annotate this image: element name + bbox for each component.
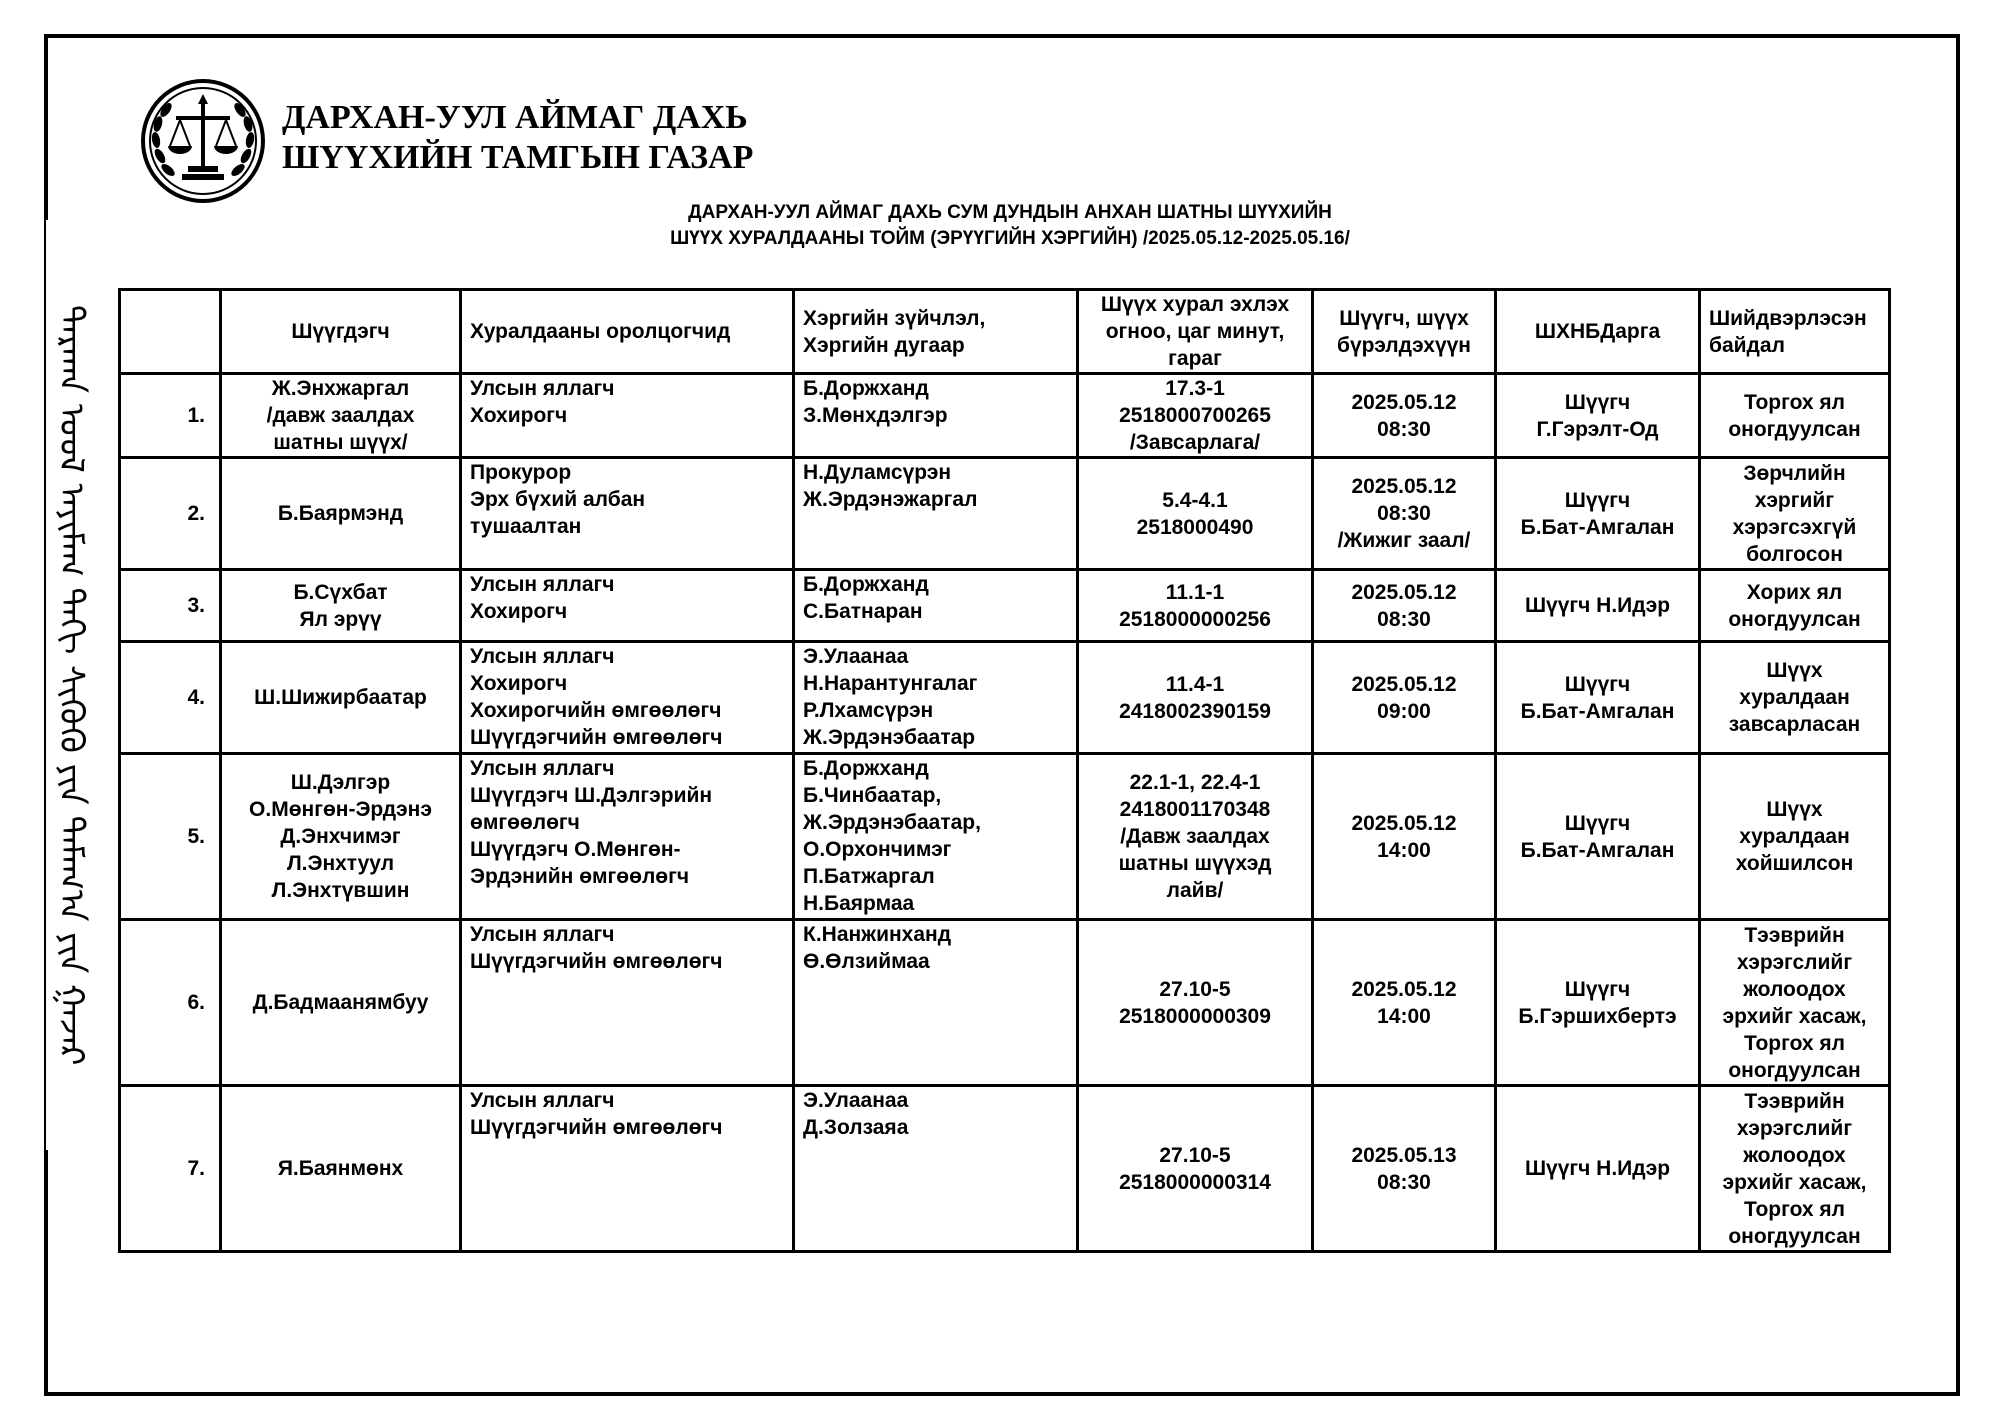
cell-article-line: 2518000000256 <box>1119 607 1271 631</box>
cell-judge-line: Шүүгч Н.Идэр <box>1524 1157 1671 1180</box>
cell-case-parties <box>794 920 1078 1086</box>
cell-article-line: 27.10-5 <box>1159 977 1231 1001</box>
cell-judge-line: Шүүгч <box>1564 488 1631 512</box>
cell-datetime-line: 08:30 <box>1377 607 1431 631</box>
cell-datetime <box>1313 754 1496 920</box>
cell-article-line: 27.10-5 <box>1159 1143 1231 1167</box>
cell-article-line: 2418002390159 <box>1119 699 1271 723</box>
cell-participants-line: Хохирогч <box>470 672 568 695</box>
cell-number: 4. <box>120 642 221 754</box>
cell-number: 5. <box>120 754 221 920</box>
cell-result-line: оногдуулсан <box>1728 607 1861 631</box>
cell-number: 2. <box>120 458 221 570</box>
cell-datetime <box>1313 642 1496 754</box>
cell-result-line: Тээврийн <box>1744 923 1845 947</box>
cell-case-parties-line: Э.Улаанаа <box>803 1089 909 1112</box>
cell-participants-line: Хохирогч <box>470 404 568 427</box>
cell-article-line: 5.4-4.1 <box>1162 488 1228 512</box>
cell-case-parties <box>794 374 1078 458</box>
column-header-case: Хэргийн зүйчлэл, Хэргийн дугаар <box>794 290 1078 374</box>
cell-defendant-line: Я.Баянмөнх <box>277 1157 404 1180</box>
organization-title <box>282 98 753 178</box>
cell-case-parties <box>794 458 1078 570</box>
cell-participants-line: Эрдэнийн өмгөөлөгч <box>470 865 690 888</box>
cell-defendant-line: Б.Баярмэнд <box>277 502 404 525</box>
cell-result <box>1700 1086 1890 1252</box>
cell-datetime-line: 09:00 <box>1377 699 1431 723</box>
cell-case-parties-line: Ж.Эрдэнэбаатар, <box>803 811 981 834</box>
cell-datetime-line: 2025.05.12 <box>1351 390 1457 414</box>
cell-participants-line: Шүүгдэгчийн өмгөөлөгч <box>470 726 723 749</box>
org-line-2: ШҮҮХИЙН ТАМГЫН ГАЗАР <box>282 139 754 176</box>
cell-judge-line: Б.Бат-Амгалан <box>1520 699 1675 723</box>
cell-datetime-line: 2025.05.12 <box>1351 811 1457 835</box>
cell-result-line: хэргийг <box>1754 488 1835 512</box>
table-row <box>120 374 1890 458</box>
cell-defendant-line: Д.Бадмаанямбуу <box>252 991 429 1014</box>
cell-article-line: 22.1-1, 22.4-1 <box>1129 771 1261 794</box>
cell-case-parties-line: З.Мөнхдэлгэр <box>803 404 948 427</box>
cell-result-line: оногдуулсан <box>1728 1058 1861 1082</box>
table-row <box>120 458 1890 570</box>
cell-participants-line: Улсын яллагч <box>470 573 615 596</box>
cell-defendant-line: Ж.Энхжаргал <box>271 377 410 400</box>
cell-result-line: оногдуулсан <box>1728 417 1861 441</box>
cell-participants-line: Улсын яллагч <box>470 757 615 780</box>
cell-participants-line: Шүүгдэгч Ш.Дэлгэрийн <box>470 784 713 807</box>
cell-defendant <box>221 374 461 458</box>
cell-judge <box>1496 754 1700 920</box>
cell-result-line: оногдуулсан <box>1728 1224 1861 1248</box>
cell-judge <box>1496 1086 1700 1252</box>
cell-judge <box>1496 920 1700 1086</box>
cell-result <box>1700 458 1890 570</box>
cell-defendant <box>221 642 461 754</box>
column-header-judge-panel: Шүүгч, шүүх бүрэлдэхүүн <box>1313 290 1496 374</box>
cell-result-line: болгосон <box>1746 542 1843 566</box>
cell-defendant <box>221 754 461 920</box>
cell-result-line: эрхийг хасаж, <box>1722 1004 1867 1028</box>
table-row <box>120 570 1890 642</box>
table-row <box>120 1086 1890 1252</box>
cell-case-parties-line: Э.Улаанаа <box>803 645 909 668</box>
cell-result-line: хуралдаан <box>1739 825 1850 848</box>
cell-article-line: 17.3-1 <box>1165 377 1225 400</box>
cell-article <box>1078 1086 1313 1252</box>
cell-case-parties-line: П.Батжаргал <box>803 865 935 888</box>
cell-judge-line: Б.Гэршихбертэ <box>1518 1004 1677 1028</box>
cell-judge <box>1496 642 1700 754</box>
cell-judge-line: Шүүгч <box>1564 977 1631 1001</box>
subtitle-line-2: ШҮҮХ ХУРАЛДААНЫ ТОЙМ (ЭРҮҮГИЙН ХЭРГИЙН) /2025.05.12-2025.05.16/ <box>670 228 1350 249</box>
cell-case-parties <box>794 642 1078 754</box>
cell-defendant-line: Ял эрүү <box>299 607 382 631</box>
cell-judge-line: Б.Бат-Амгалан <box>1520 838 1675 862</box>
cell-number: 3. <box>120 570 221 642</box>
cell-article-line: 11.4-1 <box>1165 672 1225 696</box>
cell-result <box>1700 920 1890 1086</box>
cell-participants <box>461 754 794 920</box>
cell-participants-line: тушаалтан <box>470 515 582 538</box>
cell-judge <box>1496 374 1700 458</box>
cell-result-line: Торгох ял <box>1743 390 1846 414</box>
cell-datetime-line: 2025.05.13 <box>1351 1143 1457 1167</box>
column-header-number <box>120 290 221 374</box>
cell-datetime-line: 08:30 <box>1377 502 1431 525</box>
cell-defendant-line: О.Мөнгөн-Эрдэнэ <box>249 798 432 821</box>
cell-case-parties-line: Н.Дуламсүрэн <box>803 461 952 484</box>
cell-case-parties-line: Н.Баярмаа <box>803 892 915 915</box>
cell-result <box>1700 754 1890 920</box>
table-row <box>120 920 1890 1086</box>
cell-defendant-line: шатны шүүх/ <box>273 431 408 454</box>
cell-result-line: хэрэгслийг <box>1736 950 1853 974</box>
cell-participants-line: Шүүгдэгчийн өмгөөлөгч <box>470 1116 723 1139</box>
cell-result-line: хуралдаан <box>1739 686 1850 709</box>
cell-defendant <box>221 570 461 642</box>
cell-datetime-line: 14:00 <box>1377 1004 1431 1028</box>
cell-participants <box>461 458 794 570</box>
cell-case-parties-line: Б.Доржханд <box>803 377 929 400</box>
cell-case-parties <box>794 570 1078 642</box>
cell-result-line: Торгох ял <box>1743 1031 1846 1055</box>
cell-datetime-line: 08:30 <box>1377 1170 1431 1194</box>
cell-defendant-line: Ш.Шижирбаатар <box>254 686 427 709</box>
court-emblem-icon <box>138 76 268 206</box>
cell-judge <box>1496 570 1700 642</box>
cell-article-line: шатны шүүхэд <box>1118 852 1272 875</box>
cell-result-line: хэрэгслийг <box>1736 1116 1853 1140</box>
cell-article <box>1078 754 1313 920</box>
cell-datetime-line: 2025.05.12 <box>1351 977 1457 1001</box>
cell-datetime-line: 2025.05.12 <box>1351 475 1457 498</box>
hearing-schedule-table <box>118 288 1891 1253</box>
cell-datetime <box>1313 570 1496 642</box>
cell-defendant-line: /давж заалдах <box>266 404 415 427</box>
column-header-datetime: Шүүх хурал эхлэх огноо, цаг минут, гараг <box>1078 290 1313 374</box>
cell-datetime-line: 08:30 <box>1377 417 1431 441</box>
cell-datetime-line: 2025.05.12 <box>1351 672 1457 696</box>
cell-participants-line: Хохирогч <box>470 600 568 623</box>
cell-article-line: /Давж заалдах <box>1120 825 1270 848</box>
cell-result-line: Шүүх <box>1766 798 1823 821</box>
cell-article <box>1078 920 1313 1086</box>
cell-case-parties-line: Б.Чинбаатар, <box>803 784 942 807</box>
cell-article-line: 2518000700265 <box>1119 404 1271 427</box>
cell-article <box>1078 374 1313 458</box>
cell-datetime <box>1313 458 1496 570</box>
cell-result-line: Тээврийн <box>1744 1089 1845 1113</box>
cell-participants-line: Улсын яллагч <box>470 1089 615 1112</box>
cell-case-parties <box>794 1086 1078 1252</box>
cell-datetime-line: 14:00 <box>1377 838 1431 862</box>
cell-datetime <box>1313 374 1496 458</box>
column-header-result: Шийдвэрлэсэн байдал <box>1700 290 1890 374</box>
cell-judge-line: Шүүгч <box>1564 672 1631 696</box>
column-header-clerk: ШХНБДарга <box>1496 290 1700 374</box>
cell-result-line: эрхийг хасаж, <box>1722 1170 1867 1194</box>
cell-article-line: /Завсарлага/ <box>1129 431 1261 454</box>
cell-participants-line: Шүүгдэгч О.Мөнгөн- <box>470 838 681 861</box>
document-subtitle <box>0 200 2000 252</box>
cell-participants <box>461 642 794 754</box>
cell-datetime-line: 2025.05.12 <box>1351 580 1457 604</box>
cell-result-line: хэрэгсэхгүй <box>1732 515 1857 539</box>
cell-defendant-line: Б.Сүхбат <box>293 580 388 604</box>
cell-participants <box>461 374 794 458</box>
column-header-participants: Хуралдааны оролцогчид <box>461 290 794 374</box>
cell-case-parties-line: Ж.Эрдэнэжаргал <box>803 488 978 511</box>
cell-participants-line: Улсын яллагч <box>470 645 615 668</box>
cell-datetime <box>1313 920 1496 1086</box>
cell-judge-line: Б.Бат-Амгалан <box>1520 515 1675 539</box>
cell-article <box>1078 458 1313 570</box>
cell-datetime-line: /Жижиг заал/ <box>1337 529 1471 552</box>
cell-datetime <box>1313 1086 1496 1252</box>
cell-defendant <box>221 458 461 570</box>
cell-article-line: 2518000000314 <box>1119 1170 1271 1194</box>
cell-judge-line: Шүүгч Н.Идэр <box>1524 594 1671 617</box>
cell-case-parties-line: Р.Лхамсүрэн <box>803 699 934 722</box>
cell-case-parties-line: Ө.Өлзиймаа <box>803 950 930 973</box>
cell-participants <box>461 920 794 1086</box>
cell-article-line: 2518000490 <box>1136 515 1254 539</box>
column-header-defendant: Шүүгдэгч <box>221 290 461 374</box>
cell-defendant-line: Д.Энхчимэг <box>280 825 401 848</box>
cell-case-parties-line: О.Орхончимэг <box>803 838 952 861</box>
cell-result-line: Зөрчлийн <box>1743 461 1846 485</box>
table-row <box>120 754 1890 920</box>
cell-defendant <box>221 1086 461 1252</box>
cell-participants <box>461 1086 794 1252</box>
cell-participants-line: Хохирогчийн өмгөөлөгч <box>470 699 722 722</box>
cell-judge-line: Шүүгч <box>1564 811 1631 835</box>
cell-case-parties-line: К.Нанжинханд <box>803 923 952 946</box>
cell-participants-line: Шүүгдэгчийн өмгөөлөгч <box>470 950 723 973</box>
cell-result <box>1700 642 1890 754</box>
cell-result-line: Шүүх <box>1766 659 1823 682</box>
cell-case-parties-line: С.Батнаран <box>803 600 923 623</box>
cell-result <box>1700 570 1890 642</box>
cell-case-parties-line: Б.Доржханд <box>803 573 929 596</box>
cell-result-line: хойшилсон <box>1735 852 1854 875</box>
cell-participants-line: Прокурор <box>470 461 572 484</box>
cell-participants-line: Улсын яллагч <box>470 377 615 400</box>
org-line-1: ДАРХАН-УУЛ АЙМАГ ДАХЬ <box>282 99 748 136</box>
cell-case-parties-line: Ж.Эрдэнэбаатар <box>803 726 976 749</box>
cell-participants-line: өмгөөлөгч <box>470 811 580 834</box>
cell-defendant <box>221 920 461 1086</box>
cell-judge <box>1496 458 1700 570</box>
cell-judge-line: Г.Гэрэлт-Од <box>1536 417 1659 441</box>
cell-result-line: завсарласан <box>1728 713 1861 736</box>
cell-case-parties-line: Б.Доржханд <box>803 757 929 780</box>
cell-number: 7. <box>120 1086 221 1252</box>
cell-result <box>1700 374 1890 458</box>
cell-result-line: Торгох ял <box>1743 1197 1846 1221</box>
cell-case-parties-line: Д.Золзаяа <box>803 1116 909 1139</box>
cell-article <box>1078 570 1313 642</box>
cell-result-line: жолоодох <box>1743 1143 1846 1167</box>
cell-defendant-line: Л.Энхтуул <box>286 852 395 875</box>
cell-number: 6. <box>120 920 221 1086</box>
cell-article-line: 2518000000309 <box>1119 1004 1271 1028</box>
cell-judge-line: Шүүгч <box>1564 390 1631 414</box>
subtitle-line-1: ДАРХАН-УУЛ АЙМАГ ДАХЬ СУМ ДУНДЫН АНХАН ШАТНЫ ШҮҮХИЙН <box>688 202 1332 223</box>
cell-case-parties-line: Н.Нарантунгалаг <box>803 672 978 695</box>
cell-article-line: 11.1-1 <box>1165 580 1225 604</box>
table-row <box>120 642 1890 754</box>
cell-case-parties <box>794 754 1078 920</box>
cell-article-line: 2418001170348 <box>1119 798 1271 821</box>
table-header-row <box>120 290 1890 374</box>
cell-result-line: жолоодох <box>1743 977 1846 1001</box>
cell-result-line: Хорих ял <box>1746 580 1843 604</box>
cell-participants-line: Эрх бүхий албан <box>470 488 646 511</box>
cell-article-line: лайв/ <box>1166 879 1224 902</box>
cell-number: 1. <box>120 374 221 458</box>
mongolian-script-sidebar: ᠳᠠᠷᠬᠠᠨ ᠤᠤᠯ ᠠᠶᠢᠮᠠᠭ ᠲᠠᠬᠢ ᠱᠢᠭᠦᠬᠦ ᠶᠢᠨ ᠲᠠᠮᠠᠭ᠎ᠠ ᠶᠢᠨ ᠭᠠᠵᠠᠷ <box>46 220 96 1150</box>
cell-defendant-line: Л.Энхтүвшин <box>271 879 410 902</box>
cell-participants <box>461 570 794 642</box>
cell-article <box>1078 642 1313 754</box>
cell-participants-line: Улсын яллагч <box>470 923 615 946</box>
cell-defendant-line: Ш.Дэлгэр <box>290 771 391 794</box>
